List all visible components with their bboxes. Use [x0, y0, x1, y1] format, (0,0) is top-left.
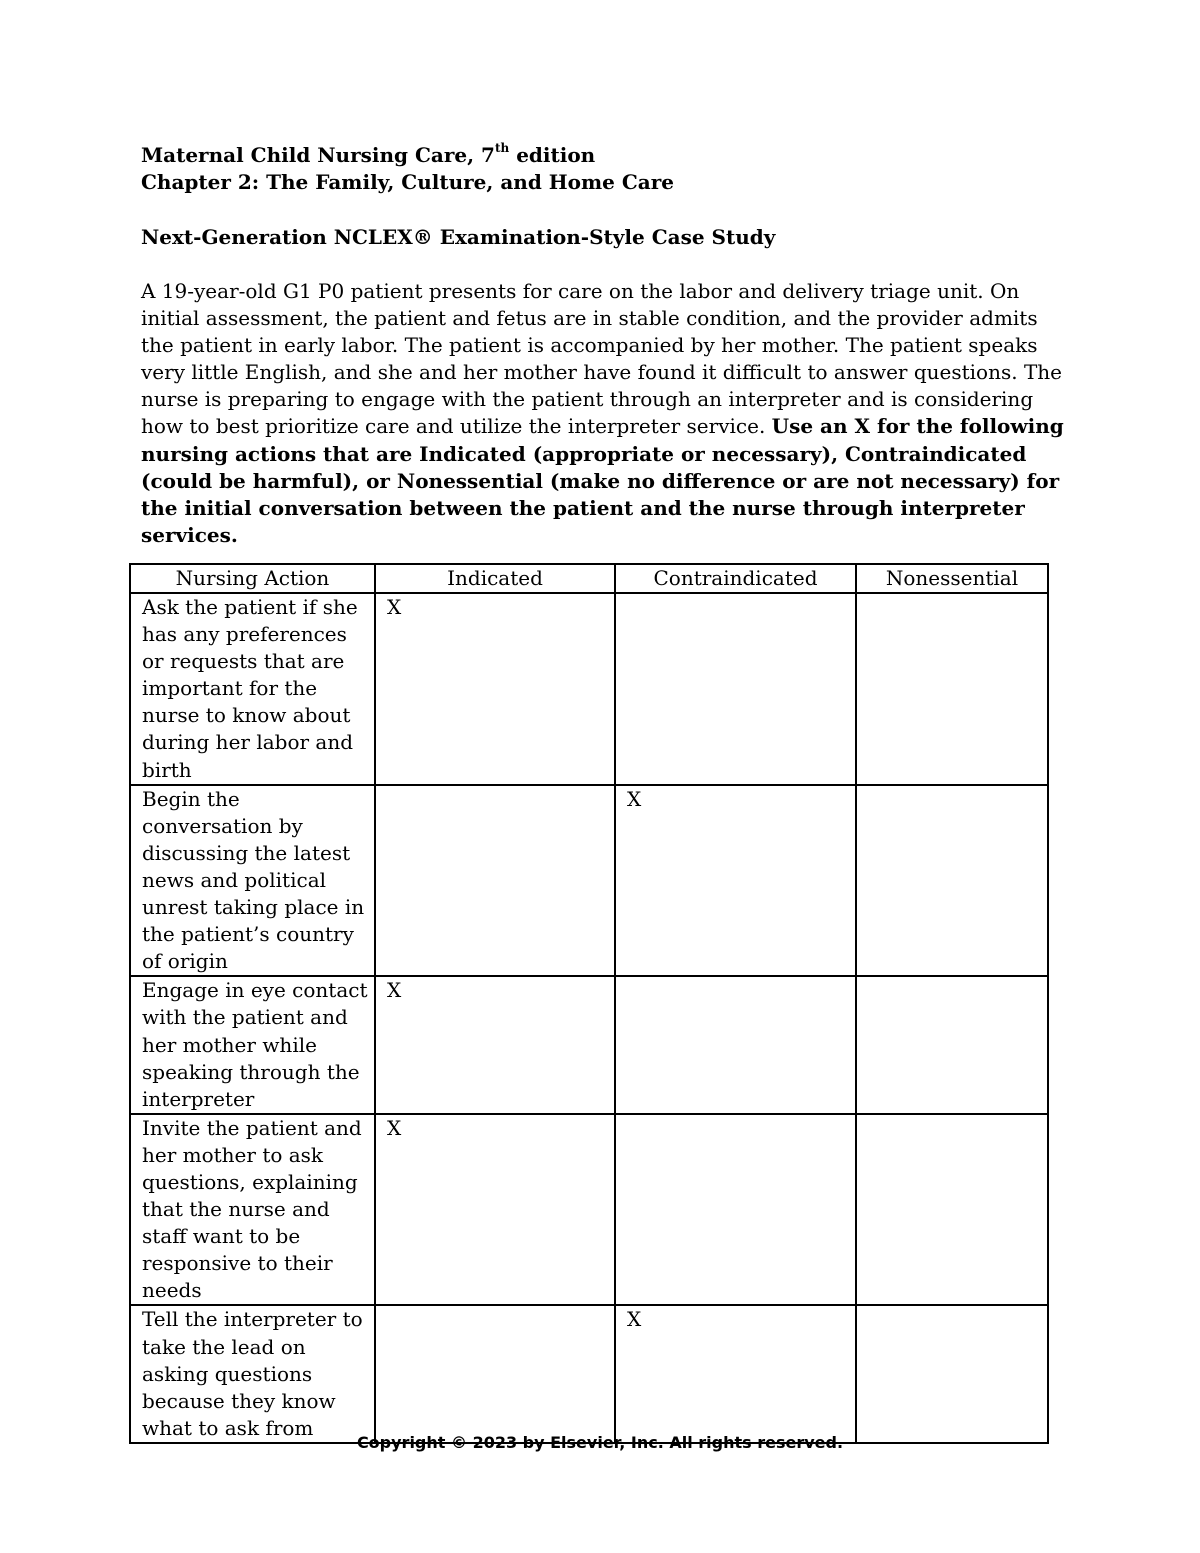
table-row	[130, 593, 1048, 785]
indicated-cell[interactable]: X	[375, 1114, 615, 1306]
header-contraindicated: Contraindicated	[615, 564, 856, 593]
indicated-cell[interactable]	[375, 1305, 615, 1442]
table-row	[130, 976, 1048, 1113]
nonessential-cell[interactable]	[856, 1305, 1048, 1442]
action-cell: Begin the conversation by discussing the latest news and political unrest taking place in the patient’s country of origin	[130, 785, 375, 977]
scenario-instruction: Use an X for the following nursing actions that are Indicated (appropriate or necessary), Contraindicated (could be harmful), or Nonessential (make no difference or are not necessary) for the initial conversation between the patient and the nurse through interpreter services.	[141, 414, 1064, 547]
scenario-text: A 19-year-old G1 P0 patient presents for care on the labor and delivery triage unit. On initial assessment, the patient and fetus are in stable condition, and the provider admits the patient in early labor. The patient is accompanied by her mother. The patient speaks very little English, and she and her mother have found it difficult to answer questions. The nurse is preparing to engage with the patient through an interpreter and is considering how to best prioritize care and utilize the interpreter service.	[141, 279, 1063, 439]
nonessential-cell[interactable]	[856, 785, 1048, 977]
scenario-paragraph	[141, 278, 1066, 549]
contraindicated-cell[interactable]: X	[615, 1305, 856, 1442]
header-nursing-action: Nursing Action	[130, 564, 375, 593]
nonessential-cell[interactable]	[856, 1114, 1048, 1306]
indicated-cell[interactable]: X	[375, 976, 615, 1113]
action-cell: Invite the patient and her mother to ask questions, explaining that the nurse and staff want to be responsive to their needs	[130, 1114, 375, 1306]
action-cell: Engage in eye contact with the patient and her mother while speaking through the interpreter	[130, 976, 375, 1113]
edition-word: edition	[509, 143, 596, 167]
nonessential-cell[interactable]	[856, 976, 1048, 1113]
action-cell: Ask the patient if she has any preferences or requests that are important for the nurse to know about during her labor and birth	[130, 593, 375, 785]
table-row	[130, 1305, 1048, 1442]
case-study-title: Next-Generation NCLEX® Examination-Style Case Study	[141, 225, 776, 249]
contraindicated-cell[interactable]	[615, 593, 856, 785]
book-title-text: Maternal Child Nursing Care, 7	[141, 143, 495, 167]
table-row	[130, 785, 1048, 977]
header-nonessential: Nonessential	[856, 564, 1048, 593]
header-indicated: Indicated	[375, 564, 615, 593]
contraindicated-cell[interactable]: X	[615, 785, 856, 977]
chapter-title: Chapter 2: The Family, Culture, and Home Care	[141, 170, 674, 194]
document-header	[141, 142, 1081, 196]
indicated-cell[interactable]: X	[375, 593, 615, 785]
indicated-cell[interactable]	[375, 785, 615, 977]
nursing-action-table	[129, 563, 1049, 1444]
table-row	[130, 1114, 1048, 1306]
edition-superscript: th	[494, 141, 510, 156]
nonessential-cell[interactable]	[856, 593, 1048, 785]
table-header-row	[130, 564, 1048, 593]
copyright-footer: Copyright © 2023 by Elsevier, Inc. All rights reserved.	[356, 1433, 844, 1452]
book-title	[141, 142, 1081, 169]
contraindicated-cell[interactable]	[615, 1114, 856, 1306]
action-cell: Tell the interpreter to take the lead on asking questions because they know what to ask from	[130, 1305, 375, 1442]
contraindicated-cell[interactable]	[615, 976, 856, 1113]
